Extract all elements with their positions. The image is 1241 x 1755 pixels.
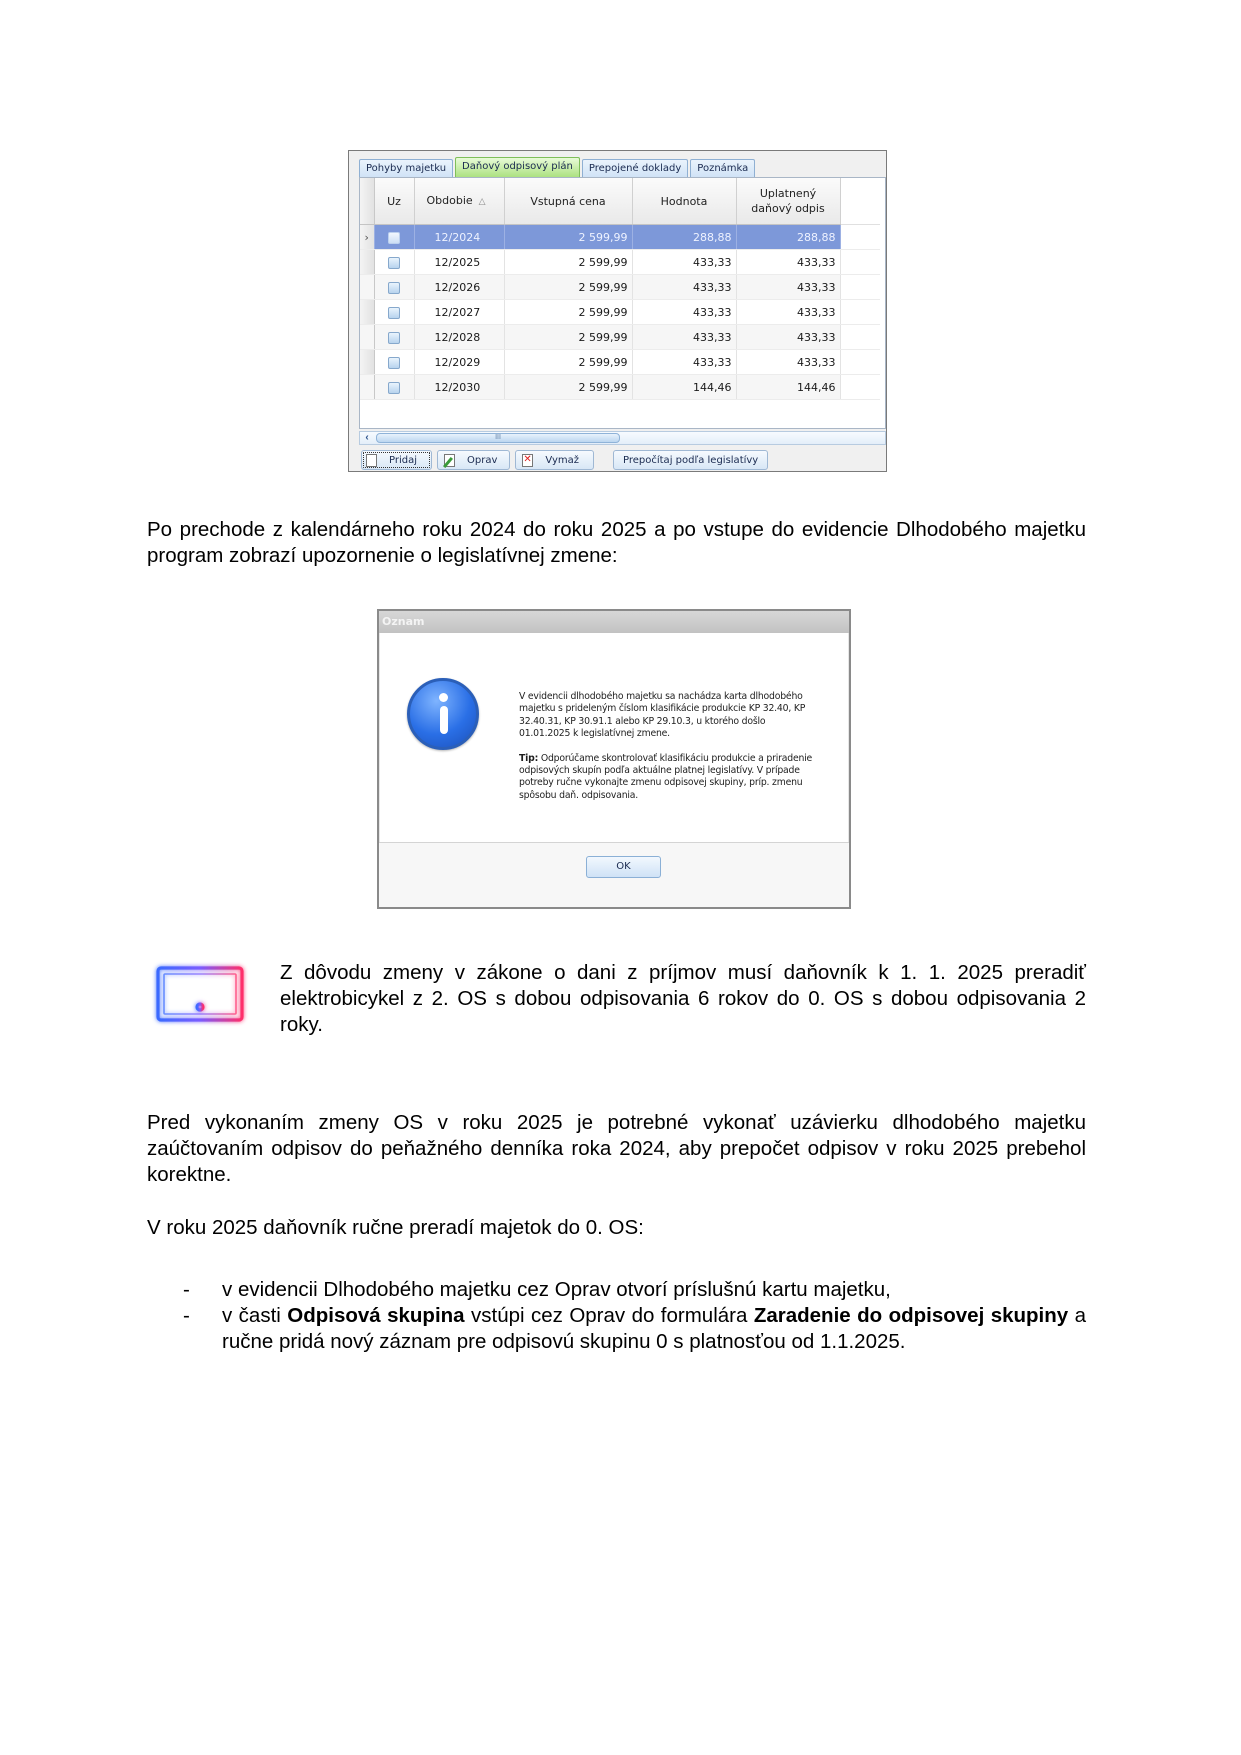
column-header-hodnota[interactable]: Hodnota [632,178,736,225]
hodnota-cell: 433,33 [632,350,736,375]
vstupna-cena-cell: 2 599,99 [504,375,632,400]
hodnota-cell: 288,88 [632,225,736,250]
grid-toolbar [361,450,773,470]
list-bullet: - [183,1304,190,1327]
tab-bar [359,159,757,177]
hodnota-cell: 433,33 [632,300,736,325]
checkbox[interactable] [388,282,400,294]
oznam-dialog [377,609,851,909]
column-header-vstupna-cena[interactable]: Vstupná cena [504,178,632,225]
vstupna-cena-cell: 2 599,99 [504,250,632,275]
row-indicator [360,375,374,400]
vstupna-cena-cell: 2 599,99 [504,275,632,300]
grid-body [360,225,880,400]
depreciation-grid [359,177,886,429]
vstupna-cena-cell: 2 599,99 [504,300,632,325]
row-indicator-header [360,178,374,225]
obdobie-cell: 12/2027 [414,300,504,325]
empty-cell [840,225,880,250]
list-item-text: v časti Odpisová skupina vstúpi cez Oprav do formulára Zaradenie do odpisovej skupiny a ručne pridá nový záznam pre odpisovú skupinu 0 s platnosťou od 1.1.2025. [222,1304,1086,1353]
uz-checkbox[interactable] [374,375,414,400]
odpisova-skupina-label: Odpisová skupina [287,1304,465,1327]
list-bullet: - [183,1278,190,1301]
checkbox[interactable] [388,382,400,394]
vstupna-cena-cell: 2 599,99 [504,325,632,350]
ok-button[interactable]: OK [586,856,661,878]
tip-text: Odporúčame skontrolovať klasifikáciu produkcie a priradenie odpisových skupín podľa aktuálne platnej legislatívy. V prípade potreby ručne vykonajte zmenu odpisovej skupiny, príp. zmenu spôsobu daň. odpisovania. [519,752,813,801]
tab-prepojene-doklady[interactable]: Prepojené doklady [582,159,688,178]
table-row[interactable] [360,225,880,250]
row-indicator: › [360,225,374,250]
steps-intro: V roku 2025 daňovník ručne preradí majetok do 0. OS: [147,1216,644,1239]
uplatneny-odpis-cell: 433,33 [736,350,840,375]
checkbox[interactable] [388,307,400,319]
scroll-left-arrow-icon[interactable]: ‹ [365,432,369,443]
pridaj-label: Pridaj [389,454,417,466]
obdobie-cell: 12/2025 [414,250,504,275]
new-document-icon [366,454,377,467]
vymaz-label: Vymaž [545,454,579,466]
table-row[interactable] [360,325,880,350]
hodnota-cell: 144,46 [632,375,736,400]
list-item-text: v evidencii Dlhodobého majetku cez Oprav otvorí príslušnú kartu majetku, [222,1278,891,1301]
row-indicator [360,275,374,300]
uz-checkbox[interactable] [374,225,414,250]
obdobie-cell: 12/2029 [414,350,504,375]
tab-danovy-odpisovy-plan[interactable]: Daňový odpisový plán [455,157,580,178]
intro-paragraph: Po prechode z kalendárneho roku 2024 do roku 2025 a po vstupe do evidencie Dlhodobého majetku program zobrazí upozornenie o legislatívnej zmene: [147,518,1086,567]
column-header-uplatneny-odpis[interactable]: Uplatnený daňový odpis [736,178,840,225]
table-row[interactable] [360,250,880,275]
empty-cell [840,250,880,275]
sort-ascending-icon: △ [478,196,486,207]
uz-checkbox[interactable] [374,275,414,300]
dialog-title: Oznam [379,611,849,633]
uplatneny-odpis-cell: 288,88 [736,225,840,250]
table-row[interactable] [360,300,880,325]
uplatneny-odpis-cell: 433,33 [736,250,840,275]
delete-document-icon [522,454,533,467]
checkbox[interactable] [388,257,400,269]
empty-cell [840,275,880,300]
closing-paragraph: Pred vykonaním zmeny OS v roku 2025 je potrebné vykonať uzávierku dlhodobého majetku zaúčtovaním odpisov do peňažného denníka roka 2024, aby prepočet odpisov v roku 2025 prebehol korektne. [147,1111,1086,1186]
prepocitaj-button[interactable]: Prepočítaj podľa legislatívy [613,450,768,470]
tip-label: Tip: [519,752,539,764]
tab-poznamka[interactable]: Poznámka [690,159,755,178]
scrollbar-thumb[interactable]: III [376,433,620,443]
dialog-message [519,691,819,814]
vstupna-cena-cell: 2 599,99 [504,225,632,250]
monitor-warning-icon [150,960,250,1046]
info-icon [407,678,479,750]
uz-checkbox[interactable] [374,325,414,350]
row-indicator [360,325,374,350]
dialog-message-main: V evidencii dlhodobého majetku sa nachádza karta dlhodobého majetku s prideleným číslom klasifikácie produkcie KP 32.40, KP 32.40.31, KP 30.91.1 alebo KP 29.10.3, u ktorého došlo 01.01.2025 k legislatívnej zmene. [519,691,806,740]
obdobie-cell: 12/2024 [414,225,504,250]
empty-cell [840,375,880,400]
edit-document-icon [444,454,455,467]
uplatneny-odpis-cell: 144,46 [736,375,840,400]
vymaz-button[interactable] [515,450,594,470]
uz-checkbox[interactable] [374,250,414,275]
grid-header-row [360,178,880,225]
column-header-empty [840,178,880,225]
checkbox[interactable] [388,332,400,344]
dialog-tip [519,753,819,803]
row-indicator [360,300,374,325]
obdobie-cell: 12/2028 [414,325,504,350]
oprav-button[interactable] [437,450,510,470]
empty-cell [840,350,880,375]
checkbox[interactable] [388,357,400,369]
table-row[interactable] [360,375,880,400]
column-header-uz[interactable]: Uz [374,178,414,225]
oprav-label: Oprav [467,454,498,466]
vstupna-cena-cell: 2 599,99 [504,350,632,375]
tab-pohyby-majetku[interactable]: Pohyby majetku [359,159,453,178]
hodnota-cell: 433,33 [632,325,736,350]
depreciation-plan-window [348,150,887,472]
uplatneny-odpis-cell: 433,33 [736,300,840,325]
dialog-body [379,633,849,843]
zaradenie-form-label: Zaradenie do odpisovej skupiny [753,1304,1069,1327]
uz-checkbox[interactable] [374,300,414,325]
table-row[interactable] [360,275,880,300]
uz-checkbox[interactable] [374,350,414,375]
row-indicator [360,350,374,375]
dialog-footer [379,842,849,907]
checkbox[interactable] [388,232,400,244]
horizontal-scrollbar[interactable] [359,431,886,445]
hodnota-cell: 433,33 [632,250,736,275]
hodnota-cell: 433,33 [632,275,736,300]
pridaj-button[interactable] [361,450,432,470]
empty-cell [840,300,880,325]
obdobie-cell: 12/2026 [414,275,504,300]
uplatneny-odpis-cell: 433,33 [736,275,840,300]
obdobie-cell: 12/2030 [414,375,504,400]
warning-note-text: Z dôvodu zmeny v zákone o dani z príjmov musí daňovník k 1. 1. 2025 preradiť elektrobicykel z 2. OS s dobou odpisovania 6 rokov do 0. OS s dobou odpisovania 2 roky. [280,961,1086,1036]
row-indicator [360,250,374,275]
uplatneny-odpis-cell: 433,33 [736,325,840,350]
empty-cell [840,325,880,350]
column-header-obdobie[interactable]: Obdobie △ [414,178,504,225]
table-row[interactable] [360,350,880,375]
